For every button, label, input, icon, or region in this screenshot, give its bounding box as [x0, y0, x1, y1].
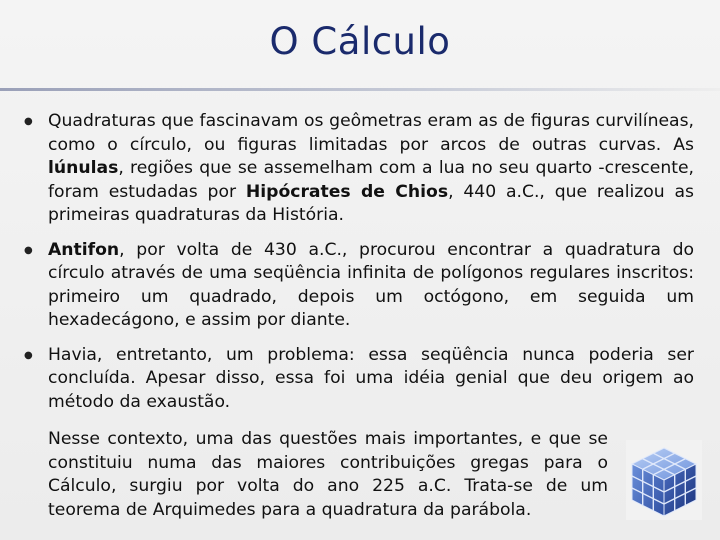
bullet-item: [24, 344, 694, 415]
bullet-text-bold: Antifon: [48, 239, 120, 260]
cube-icon: [626, 440, 702, 520]
bullet-text-part: , por volta de 430 a.C., procurou encontrar a quadratura do círculo através de uma seqüência infinita de polígonos regulares inscritos: primeiro um quadrado, depois um octógono, em seguida um hexadecágono, e assim por diante.: [48, 239, 694, 330]
bullet-text-part: , regiões que se assemelham com a lua no seu quarto -crescente, foram estudadas por: [48, 158, 694, 202]
bullet-text-part: , 440 a.C., que realizou as primeiras quadraturas da História.: [48, 181, 695, 225]
bullet-dot: ●: [24, 116, 33, 127]
closing-paragraph: Nesse contexto, uma das questões mais importantes, e que se constituiu numa das maiores contribuições gregas para o Cálculo, surgiu por volta do ano 225 a.C. Trata-se de um teorema de Arquimedes para a quadratura da parábola.: [48, 429, 608, 520]
bullet-dot: ●: [24, 244, 33, 256]
bullet-item: [24, 110, 694, 228]
bullet-text-bold: lúnulas: [48, 158, 119, 178]
cube-icon-graphic: [626, 440, 702, 520]
bullet-item: [24, 239, 694, 333]
bullet-list: [24, 110, 694, 425]
title-divider: [0, 88, 720, 91]
bullet-dot: ●: [24, 349, 33, 361]
bullet-text-part: Quadraturas que fascinavam os geômetras eram as de figuras curvilíneas, como o círculo, ou figuras limitadas por arcos de outras curvas. As: [48, 111, 694, 155]
slide-title: O Cálculo: [269, 20, 451, 63]
bullet-text-bold: Hipócrates de Chios: [245, 181, 449, 202]
bullet-text-part: Havia, entretanto, um problema: essa seqüência nunca poderia ser concluída. Apesar disso, essa foi uma idéia genial que deu origem ao método da exaustão.: [48, 344, 694, 412]
